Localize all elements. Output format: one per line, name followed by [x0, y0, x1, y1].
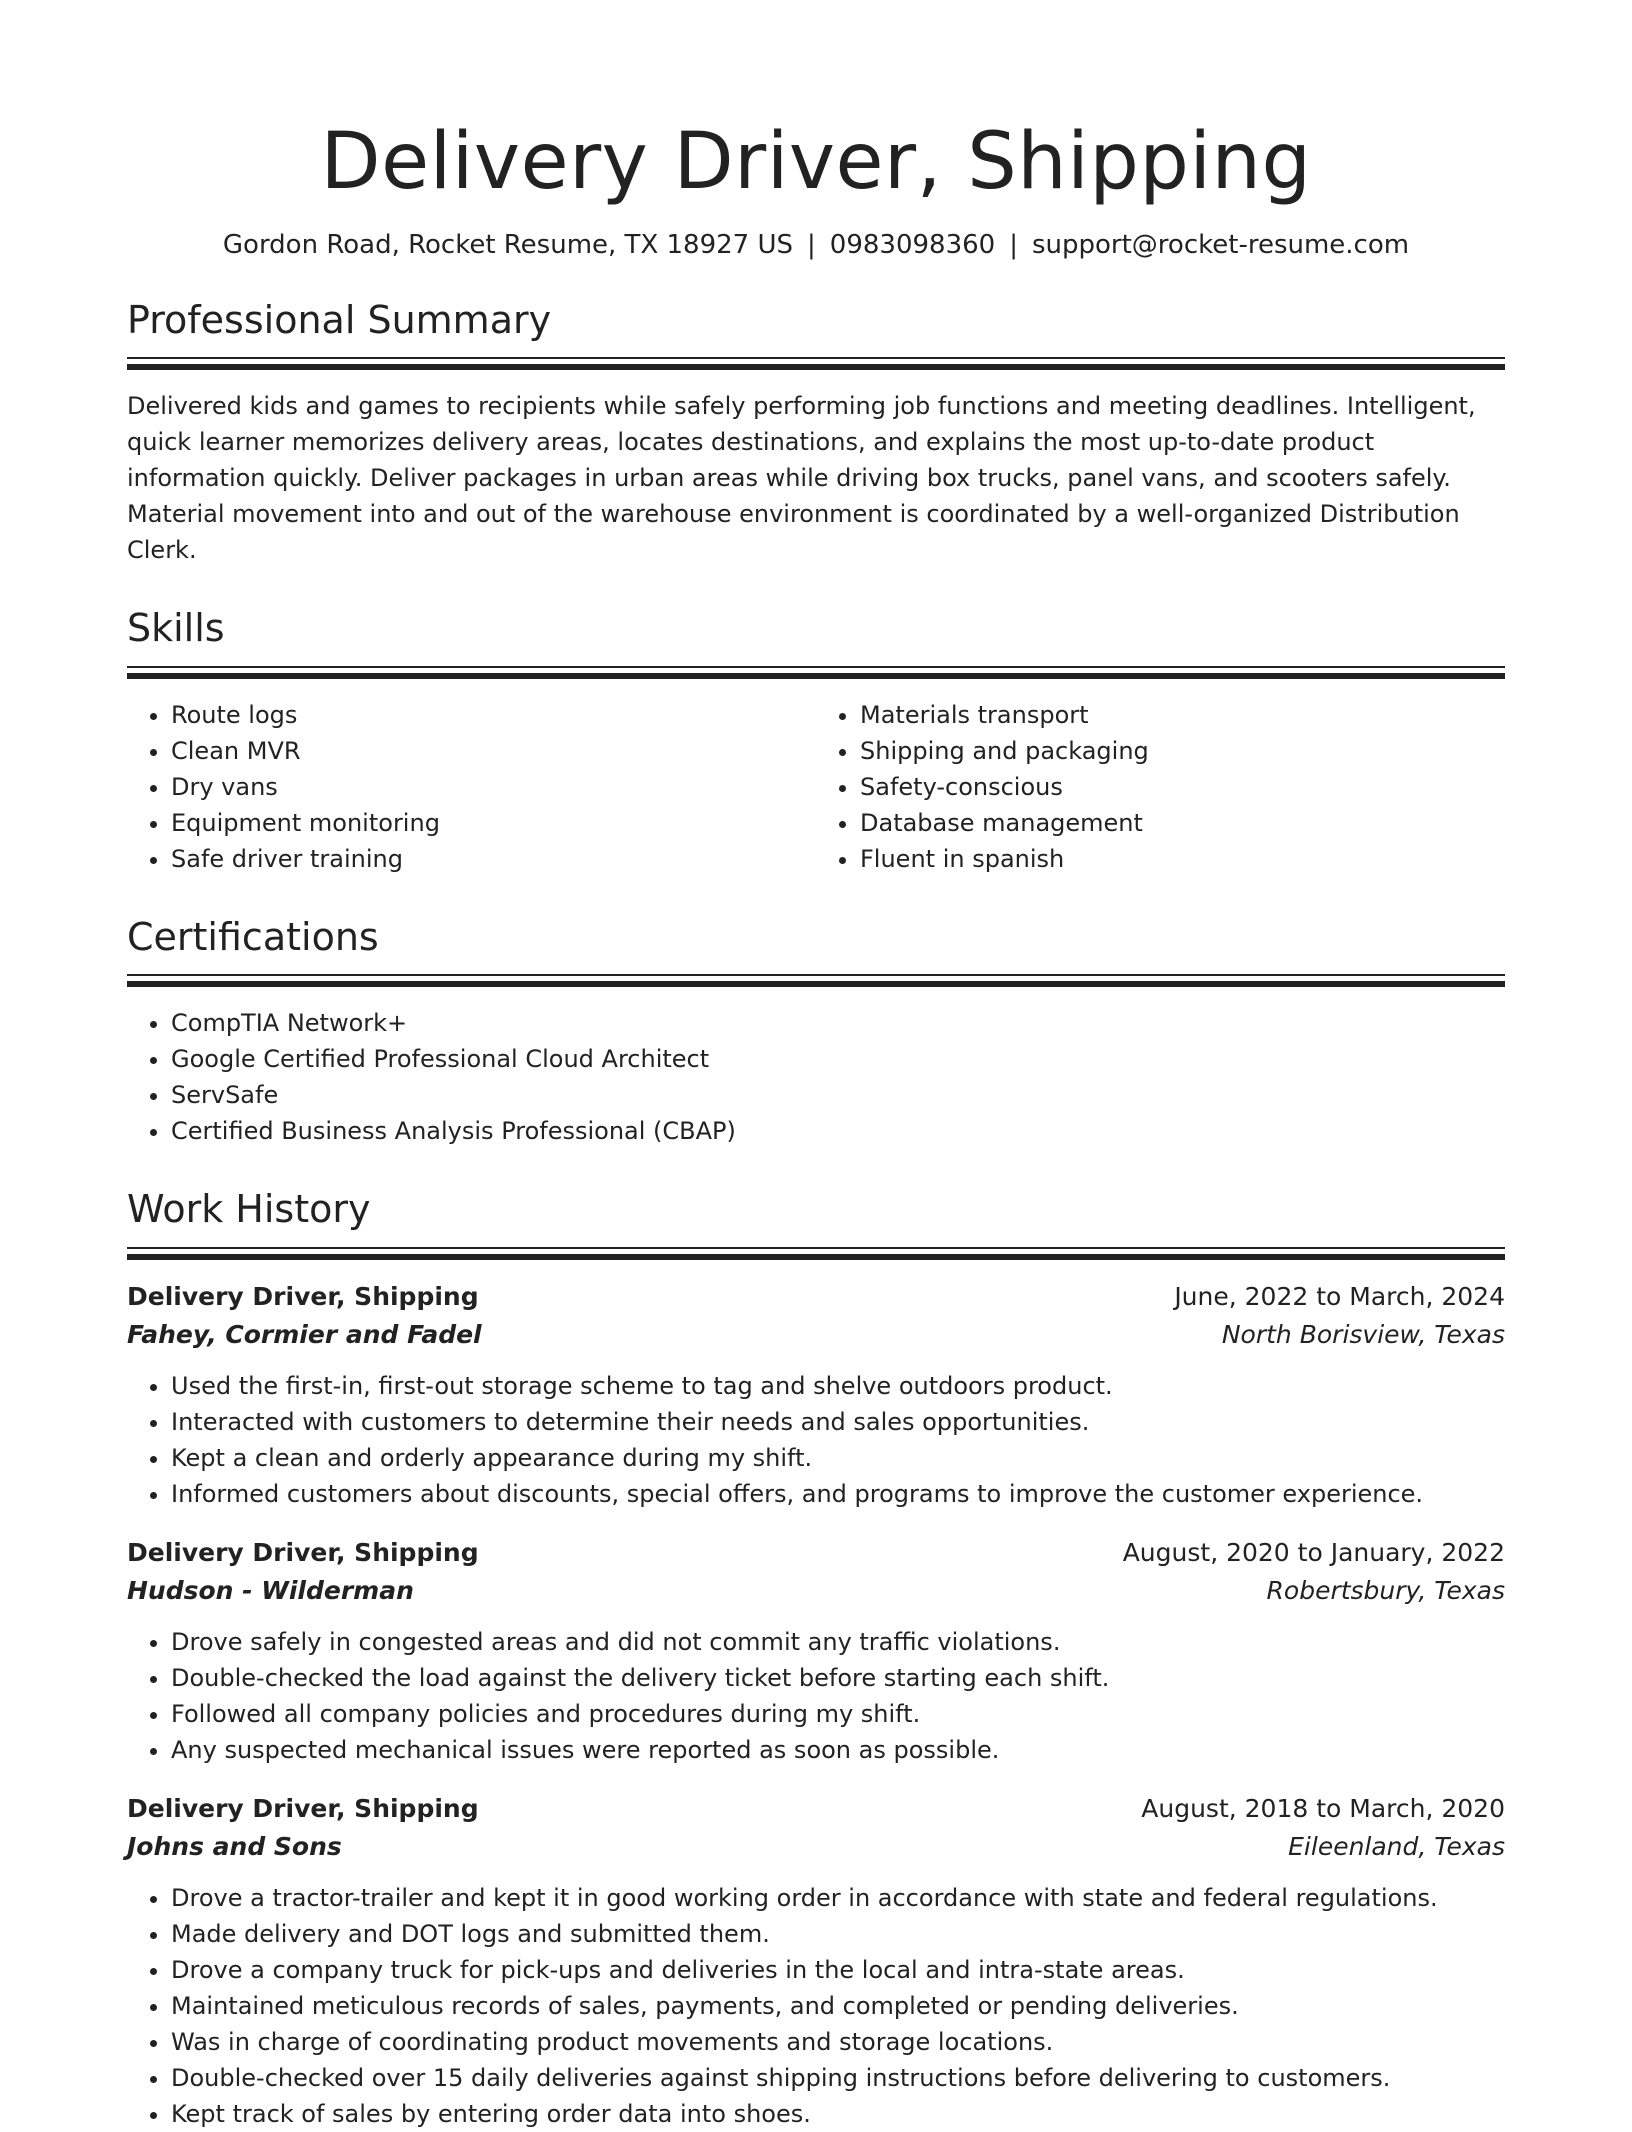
job-entry [127, 1278, 1505, 1512]
candidate-name: Delivery Driver, Shipping [320, 117, 1312, 207]
job-location: Eileenland, Texas [1288, 1832, 1505, 1862]
section-divider [127, 666, 1505, 679]
certification-item: • CompTIA Network+ [171, 1005, 1505, 1041]
job-duty-item: • Kept track of sales by entering order data into shoes. [171, 2096, 1505, 2132]
skills-grid [127, 697, 1505, 877]
skill-item: • Safety-conscious [860, 769, 1505, 805]
job-title: Delivery Driver, Shipping [127, 1794, 479, 1824]
certification-item: • ServSafe [171, 1077, 1505, 1113]
job-company: Fahey, Cormier and Fadel [127, 1320, 482, 1350]
job-title: Delivery Driver, Shipping [127, 1538, 479, 1568]
skills-column-right [816, 697, 1505, 877]
job-title: Delivery Driver, Shipping [127, 1282, 479, 1312]
job-duties-list [127, 1880, 1505, 2132]
skill-item: • Equipment monitoring [171, 805, 816, 841]
job-header-row [127, 1278, 1505, 1316]
job-entry [127, 1790, 1505, 2132]
section-title-certifications: Certifications [127, 914, 379, 959]
section-title-summary: Professional Summary [127, 297, 552, 342]
job-duty-item: • Maintained meticulous records of sales, payments, and completed or pending deliveries. [171, 1988, 1505, 2024]
work-history-section [127, 1187, 1505, 2132]
job-duty-item: • Kept a clean and orderly appearance during my shift. [171, 1440, 1505, 1476]
section-divider [127, 357, 1505, 370]
job-company: Johns and Sons [127, 1832, 342, 1862]
summary-section [127, 298, 1505, 569]
skills-section [127, 606, 1505, 877]
section-title-skills: Skills [127, 606, 225, 651]
job-duty-item: • Any suspected mechanical issues were reported as soon as possible. [171, 1732, 1505, 1768]
job-duty-item: • Drove safely in congested areas and did not commit any traffic violations. [171, 1624, 1505, 1660]
skill-item: • Shipping and packaging [860, 733, 1505, 769]
certifications-list [127, 1005, 1505, 1149]
job-duty-item: • Was in charge of coordinating product movements and storage locations. [171, 2024, 1505, 2060]
job-duty-item: • Drove a company truck for pick-ups and deliveries in the local and intra-state areas. [171, 1952, 1505, 1988]
contact-address: Gordon Road, Rocket Resume, TX 18927 US [222, 229, 794, 260]
skill-item: • Materials transport [860, 697, 1505, 733]
contact-separator: | [807, 229, 816, 260]
job-header-row [127, 1534, 1505, 1572]
skill-item: • Route logs [171, 697, 816, 733]
job-dates: June, 2022 to March, 2024 [1174, 1282, 1505, 1312]
job-location: Robertsbury, Texas [1266, 1576, 1505, 1606]
section-divider [127, 974, 1505, 987]
job-duty-item: • Double-checked over 15 daily deliveries against shipping instructions before delivering to customers. [171, 2060, 1505, 2096]
job-header-row [127, 1790, 1505, 1828]
contact-line [127, 230, 1505, 260]
contact-separator: | [1009, 229, 1018, 260]
certification-item: • Certified Business Analysis Professional (CBAP) [171, 1113, 1505, 1149]
certifications-section [127, 915, 1505, 1150]
skill-item: • Fluent in spanish [860, 841, 1505, 877]
job-subheader-row [127, 1572, 1505, 1610]
job-dates: August, 2020 to January, 2022 [1122, 1538, 1505, 1568]
job-duty-item: • Drove a tractor-trailer and kept it in good working order in accordance with state and federal regulations. [171, 1880, 1505, 1916]
job-duty-item: • Used the first-in, first-out storage scheme to tag and shelve outdoors product. [171, 1368, 1505, 1404]
section-divider [127, 1247, 1505, 1260]
job-duty-item: • Followed all company policies and procedures during my shift. [171, 1696, 1505, 1732]
job-company: Hudson - Wilderman [127, 1576, 414, 1606]
job-subheader-row [127, 1828, 1505, 1866]
job-duty-item: • Double-checked the load against the delivery ticket before starting each shift. [171, 1660, 1505, 1696]
contact-email: support@rocket-resume.com [1031, 229, 1410, 260]
skills-column-left [127, 697, 816, 877]
skill-item: • Database management [860, 805, 1505, 841]
job-location: North Borisview, Texas [1221, 1320, 1505, 1350]
job-duty-item: • Informed customers about discounts, special offers, and programs to improve the customer experience. [171, 1476, 1505, 1512]
certification-item: • Google Certified Professional Cloud Architect [171, 1041, 1505, 1077]
summary-text: Delivered kids and games to recipients while safely performing job functions and meeting deadlines. Intelligent, quick learner memorizes delivery areas, locates destinations, and explains the most up-to-date product information quickly. Deliver packages in urban areas while driving box trucks, panel vans, and scooters safely. Material movement into and out of the warehouse environment is coordinated by a well-organized Distribution Clerk. [127, 392, 1476, 565]
skill-item: • Safe driver training [171, 841, 816, 877]
job-duty-item: • Made delivery and DOT logs and submitted them. [171, 1916, 1505, 1952]
job-subheader-row [127, 1316, 1505, 1354]
job-duties-list [127, 1368, 1505, 1512]
job-entry [127, 1534, 1505, 1768]
job-dates: August, 2018 to March, 2020 [1141, 1794, 1505, 1824]
job-duty-item: • Interacted with customers to determine their needs and sales opportunities. [171, 1404, 1505, 1440]
skill-item: • Dry vans [171, 769, 816, 805]
skill-item: • Clean MVR [171, 733, 816, 769]
skills-list-left [127, 697, 816, 877]
skills-list-right [816, 697, 1505, 877]
contact-phone: 0983098360 [829, 229, 996, 260]
section-title-work-history: Work History [127, 1187, 371, 1232]
job-duties-list [127, 1624, 1505, 1768]
